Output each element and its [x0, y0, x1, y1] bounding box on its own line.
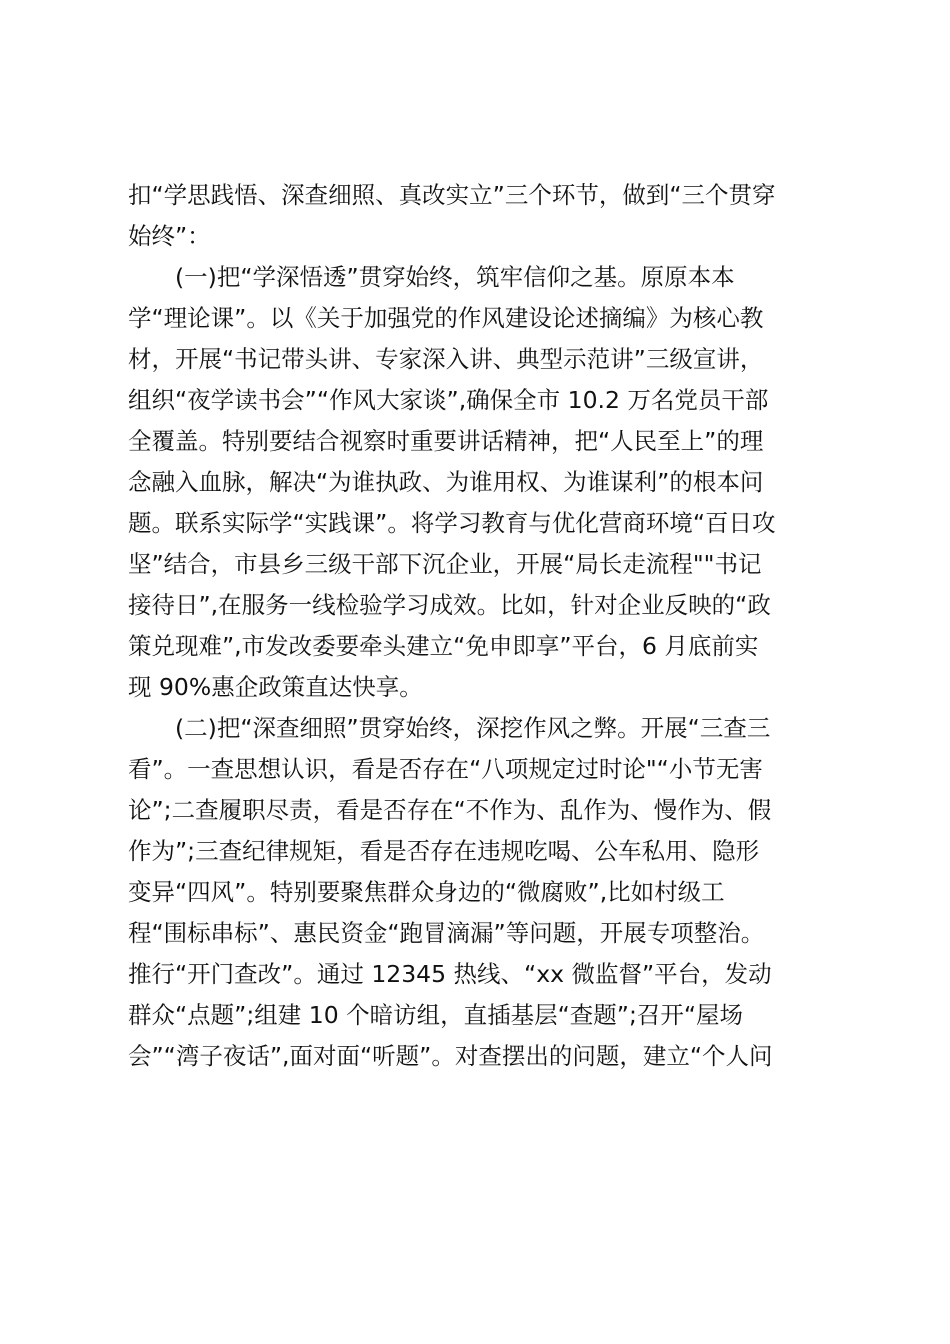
text-line: 现 90%惠企政策直达快享。 — [128, 673, 423, 701]
text-line: 材，开展“书记带头讲、专家深入讲、典型示范讲”三级宣讲， — [128, 345, 764, 373]
text-line: 学“理论课”。以《关于加强党的作风建设论述摘编》为核心教 — [128, 304, 764, 332]
text-line: 全覆盖。特别要结合视察时重要讲话精神，把“人民至上”的理 — [128, 427, 764, 455]
text-line: 念融入血脉，解决“为谁执政、为谁用权、为谁谋利”的根本问 — [128, 468, 764, 496]
body-text — [128, 175, 828, 1077]
text-line: 推行“开门查改”。通过 12345 热线、“xx 微监督”平台，发动 — [128, 960, 772, 988]
text-line: 论”;二查履职尽责，看是否存在“不作为、乱作为、慢作为、假 — [128, 796, 772, 824]
text-line: (二)把“深查细照”贯穿始终，深挖作风之弊。开展“三查三 — [175, 714, 771, 742]
text-line: 策兑现难”,市发改委要牵头建立“免申即享”平台，6 月底前实 — [128, 632, 759, 660]
text-line: 作为”;三查纪律规矩，看是否存在违规吃喝、公车私用、隐形 — [128, 837, 760, 865]
text-line: 程“围标串标”、惠民资金“跑冒滴漏”等问题，开展专项整治。 — [128, 919, 765, 947]
text-line: 会”“湾子夜话”,面对面“听题”。对查摆出的问题，建立“个人问 — [128, 1042, 773, 1070]
text-line: (一)把“学深悟透”贯穿始终，筑牢信仰之基。原原本本 — [175, 263, 735, 291]
text-line: 看”。一查思想认识，看是否存在“八项规定过时论"“小节无害 — [128, 755, 763, 783]
text-line: 接待日”,在服务一线检验学习成效。比如，针对企业反映的“政 — [128, 591, 771, 619]
text-line: 扣“学思践悟、深查细照、真改实立”三个环节，做到“三个贯穿 — [128, 181, 776, 209]
text-line: 变异“四风”。特别要聚焦群众身边的“微腐败”,比如村级工 — [128, 878, 725, 906]
text-line: 组织“夜学读书会”“作风大家谈”,确保全市 10.2 万名党员干部 — [128, 386, 769, 414]
text-line: 题。联系实际学“实践课”。将学习教育与优化营商环境“百日攻 — [128, 509, 776, 537]
text-line: 坚”结合，市县乡三级干部下沉企业，开展“局长走流程""书记 — [128, 550, 762, 578]
text-line: 始终”： — [128, 222, 211, 250]
text-line: 群众“点题”;组建 10 个暗访组，直插基层“查题”;召开“屋场 — [128, 1001, 744, 1029]
